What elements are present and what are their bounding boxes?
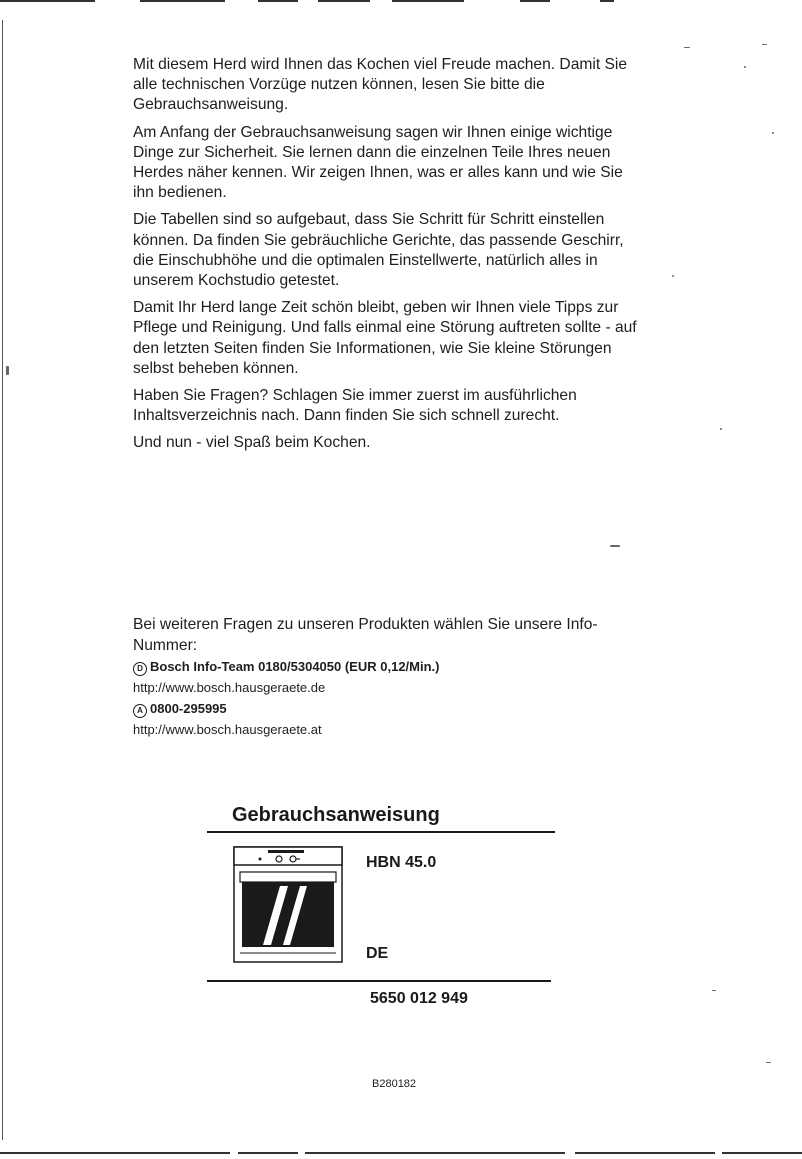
cover-title: Gebrauchsanweisung [232, 804, 440, 826]
scan-speck [672, 275, 674, 277]
country-badge-de: D [133, 662, 147, 676]
intro-text [133, 55, 643, 461]
scan-speck [744, 66, 746, 68]
url-austria[interactable]: http://www.bosch.hausgeraete.at [133, 722, 322, 737]
hotline-austria-text: 0800-295995 [150, 701, 227, 716]
language-code: DE [366, 945, 389, 962]
country-badge-at: A [133, 704, 147, 718]
hotline-germany [133, 656, 633, 677]
model-number: HBN 45.0 [366, 854, 437, 871]
scan-speck [712, 990, 716, 991]
scan-speck [762, 44, 767, 45]
intro-paragraph: Mit diesem Herd wird Ihnen das Kochen viel Freude machen. Damit Sie alle technischen Vorzüge nutzen können, lesen Sie bitte die Gebrauchsanweisung. [133, 56, 628, 114]
part-number: 5650 012 949 [370, 990, 468, 1007]
scan-speck [766, 1062, 771, 1063]
scan-speck [684, 47, 690, 48]
intro-paragraph: Haben Sie Fragen? Schlagen Sie immer zuerst im ausführlichen Inhaltsverzeichnis nach. Dann finden Sie sich schnell zurecht. [133, 387, 577, 425]
document-id: B280182 [372, 1078, 417, 1090]
scan-speck [610, 545, 620, 547]
contact-info [133, 615, 633, 740]
hotline-austria [133, 698, 633, 719]
contact-lead: Bei weiteren Fragen zu unseren Produkten wählen Sie unsere Info-Nummer: [133, 616, 598, 654]
scan-edge-top [0, 0, 802, 3]
scan-edge-left [2, 20, 3, 1140]
scan-edge-bottom [0, 1152, 802, 1155]
scan-speck [720, 428, 722, 430]
hotline-germany-text: Bosch Info-Team 0180/5304050 (EUR 0,12/Min.) [150, 659, 440, 674]
url-germany[interactable]: http://www.bosch.hausgeraete.de [133, 680, 326, 695]
intro-paragraph: Am Anfang der Gebrauchsanweisung sagen wir Ihnen einige wichtige Dinge zur Sicherheit. Sie lernen dann die einzelnen Teile Ihres neuen Herdes näher kennen. Wir zeigen Ihnen, was er alles kann und wie Sie ihn bedienen. [133, 123, 623, 202]
oven-icon [233, 846, 343, 963]
intro-paragraph: Die Tabellen sind so aufgebaut, dass Sie Schritt für Schritt einstellen können. Da finden Sie gebräuchliche Gerichte, das passende Geschirr, die Einschubhöhe und die optimalen Einstellwerte, natürlich alles in unserem Kochstudio getestet. [133, 211, 624, 290]
divider-bottom [207, 980, 551, 982]
divider-top [207, 831, 555, 833]
scan-speck [6, 366, 9, 375]
intro-paragraph: Damit Ihr Herd lange Zeit schön bleibt, geben wir Ihnen viele Tipps zur Pflege und Reinigung. Und falls einmal eine Störung auftreten sollte - auf den letzten Seiten finden Sie Informationen, wie Sie kleine Störungen selbst beheben können. [133, 299, 637, 377]
scan-speck [772, 132, 774, 134]
intro-paragraph: Und nun - viel Spaß beim Kochen. [133, 434, 371, 452]
